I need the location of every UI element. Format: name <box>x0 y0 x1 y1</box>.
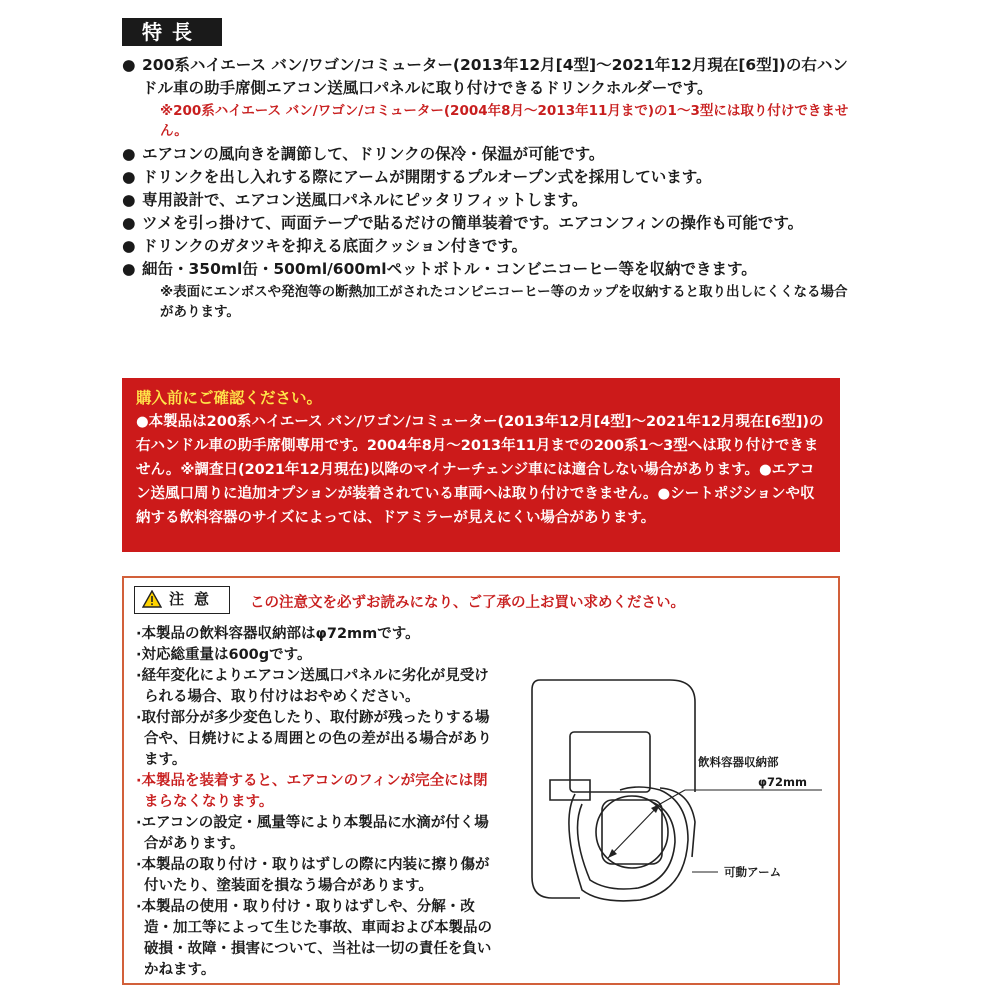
caution-item: ·本製品の使用・取り付け・取りはずしや、分解・改造・加工等によって生じた事故、車両および本製品の破損・故障・損害について、当社は一切の責任を負いかねます。 <box>136 899 492 978</box>
diameter-label: φ72mm <box>758 775 807 789</box>
section-title-features: 特長 <box>122 18 222 46</box>
confirm-body: ●本製品は200系ハイエース バン/ワゴン/コミューター(2013年12月[4型]～2021年12月現在[6型])の右ハンドル車の助手席側専用です。2004年8月～2013年11月までの200系1～3型へは取り付けできません。※調査日(2021年12月現在)以降のマイナーチェンジ車には適合しない場合があります。●エアコン送風口周りに追加オプションが装着されている車両へは取り付けできません。●シートポジションや収納する飲料容器のサイズによっては、ドアミラーが見えにくい場合があります。 <box>136 414 824 526</box>
arm-label: 可動アーム <box>724 865 782 879</box>
confirm-title: 購入前にご確認ください。 <box>136 389 323 407</box>
feature-item: ● ドリンクを出し入れする際にアームが開閉するプルオープン式を採用しています。 <box>122 168 712 186</box>
drink-holder-illustration <box>520 672 840 922</box>
caution-item: ·取付部分が多少変色したり、取付跡が残ったりする場合や、日焼けによる周囲との色の差が出る場合があります。 <box>136 710 492 768</box>
caution-item-warning: ·本製品を装着すると、エアコンのフィンが完全には閉まらなくなります。 <box>136 773 488 810</box>
caution-list <box>136 624 496 981</box>
caution-label: 注意 <box>134 586 230 614</box>
caution-item: ·経年変化によりエアコン送風口パネルに劣化が見受けられる場合、取り付けはおやめください。 <box>136 668 489 705</box>
container-label: 飲料容器収納部 <box>698 755 779 769</box>
feature-item: ● ドリンクのガタツキを抑える底面クッション付きです。 <box>122 237 528 255</box>
caution-lead: この注意文を必ずお読みになり、ご了承の上お買い求めください。 <box>250 595 685 611</box>
pre-purchase-confirm-box <box>122 378 840 552</box>
red-incompat-note: ※200系ハイエース バン/ワゴン/コミューター(2004年8月～2013年11月まで)の1～3型には取り付けできません。 <box>160 103 849 139</box>
warning-icon <box>142 590 162 608</box>
feature-list <box>122 54 852 322</box>
feature-item: ● ツメを引っ掛けて、両面テープで貼るだけの簡単装着です。エアコンフィンの操作も可能です。 <box>122 214 804 232</box>
caution-item: ·本製品の取り付け・取りはずしの際に内装に擦り傷が付いたり、塗装面を損なう場合があります。 <box>136 857 490 894</box>
product-diagram <box>520 672 840 922</box>
feature-item: ● 200系ハイエース バン/ワゴン/コミューター(2013年12月[4型]～2021年12月現在[6型])の右ハンドル車の助手席側エアコン送風口パネルに取り付けできるドリンクホルダーです。 <box>122 56 848 97</box>
feature-item: ● エアコンの風向きを調節して、ドリンクの保冷・保温が可能です。 <box>122 145 605 163</box>
feature-item: ● 専用設計で、エアコン送風口パネルにピッタリフィットします。 <box>122 191 588 209</box>
feature-item: ● 細缶・350ml缶・500ml/600mlペットボトル・コンビニコーヒー等を収納できます。 <box>122 260 757 278</box>
cup-note: ※表面にエンボスや発泡等の断熱加工がされたコンビニコーヒー等のカップを収納すると取り出しにくくなる場合があります。 <box>160 284 848 320</box>
caution-item: ·エアコンの設定・風量等により本製品に水滴が付く場合があります。 <box>136 815 489 852</box>
caution-item: ·本製品の飲料容器収納部はφ72mmです。 <box>136 626 420 642</box>
caution-item: ·対応総重量は600gです。 <box>136 647 312 663</box>
